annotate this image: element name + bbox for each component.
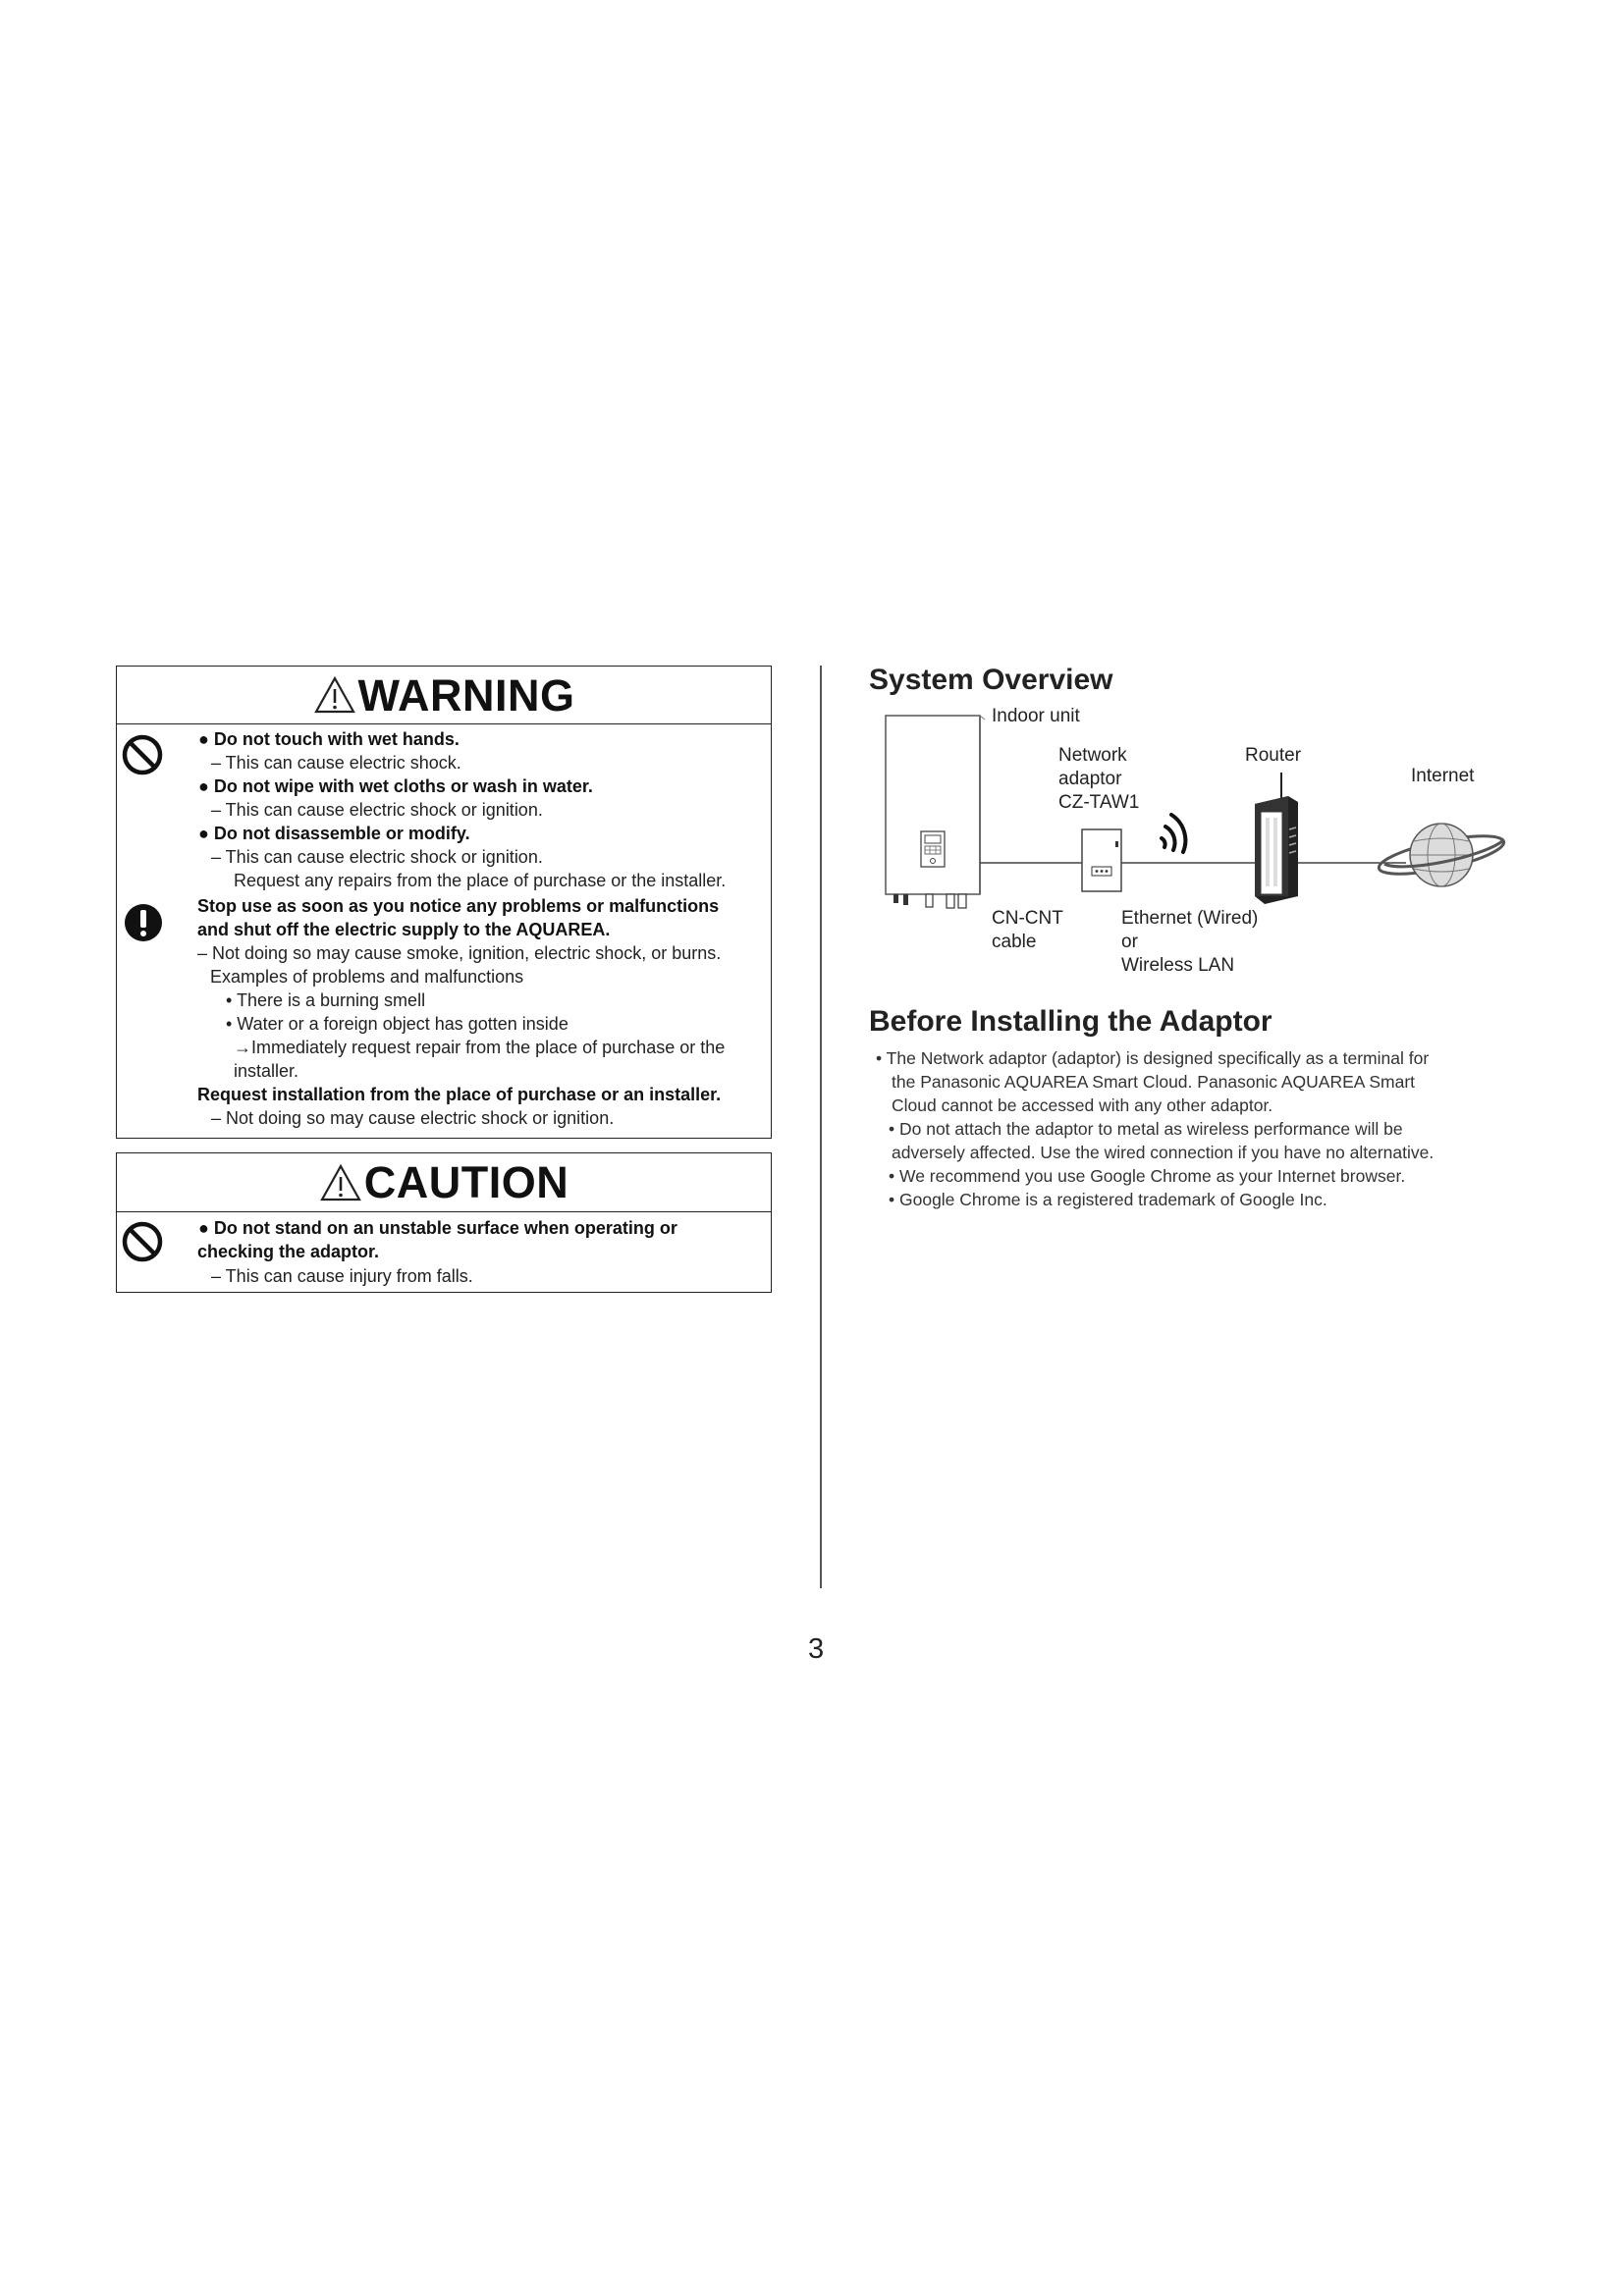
column-divider	[820, 666, 822, 1588]
warning-line-12: • There is a burning smell	[226, 990, 426, 1010]
indoor-unit-label: Indoor unit	[992, 706, 1080, 726]
caution-line-2: checking the adaptor.	[197, 1242, 380, 1261]
mandatory-action-icon	[124, 903, 163, 942]
before-line-2: the Panasonic AQUAREA Smart Cloud. Panasonic AQUAREA Smart	[892, 1072, 1416, 1092]
before-line-3: Cloud cannot be accessed with any other adaptor.	[892, 1095, 1273, 1115]
before-line-6: • We recommend you use Google Chrome as your Internet browser.	[889, 1166, 1406, 1186]
warning-line-17: – Not doing so may cause electric shock or ignition.	[211, 1108, 615, 1128]
prohibited-icon	[121, 1220, 164, 1263]
router-label: Router	[1245, 745, 1302, 766]
warning-box	[116, 666, 772, 1139]
warning-line-16: Request installation from the place of purchase or an installer.	[197, 1085, 722, 1104]
warning-line-8: Stop use as soon as you notice any problems or malfunctions	[197, 896, 720, 916]
warning-line-14: →Immediately request repair from the place of purchase or the	[234, 1038, 726, 1057]
warning-line-13: • Water or a foreign object has gotten inside	[226, 1014, 568, 1034]
cn-cnt-label: CN-CNT	[992, 908, 1063, 929]
warning-line-15: installer.	[234, 1061, 299, 1081]
model-label: CZ-TAW1	[1058, 792, 1140, 813]
ethernet-label: Ethernet (Wired)	[1121, 908, 1259, 929]
warning-title: WARNING	[357, 669, 575, 721]
warning-line-4: – This can cause electric shock or ignition.	[211, 800, 543, 820]
wireless-lan-label: Wireless LAN	[1121, 955, 1235, 976]
warning-line-11: Examples of problems and malfunctions	[210, 967, 524, 987]
before-line-5: adversely affected. Use the wired connection if you have no alternative.	[892, 1143, 1435, 1162]
warning-line-2: – This can cause electric shock.	[211, 753, 461, 773]
caution-title: CAUTION	[363, 1157, 569, 1207]
system-overview-heading: System Overview	[869, 664, 1113, 696]
before-line-7: • Google Chrome is a registered trademark of Google Inc.	[889, 1190, 1327, 1209]
network-label: Network	[1058, 745, 1127, 766]
before-line-1: • The Network adaptor (adaptor) is designed specifically as a terminal for	[876, 1048, 1430, 1068]
cable-label: cable	[992, 932, 1037, 952]
warning-line-3: ● Do not wipe with wet cloths or wash in water.	[198, 776, 593, 796]
warning-triangle-icon	[313, 675, 356, 715]
prohibited-icon	[121, 733, 164, 776]
adaptor-label: adaptor	[1058, 769, 1122, 789]
caution-line-3: – This can cause injury from falls.	[211, 1266, 473, 1286]
warning-line-9: and shut off the electric supply to the AQUAREA.	[197, 920, 611, 939]
warning-header	[117, 667, 771, 724]
before-installing-heading: Before Installing the Adaptor	[869, 1005, 1272, 1038]
caution-header	[117, 1153, 771, 1212]
wireless-signal-icon	[1162, 815, 1185, 852]
caution-line-1: ● Do not stand on an unstable surface when operating or	[198, 1218, 677, 1238]
before-line-4: • Do not attach the adaptor to metal as wireless performance will be	[889, 1119, 1403, 1139]
network-adaptor-icon	[1082, 829, 1121, 891]
indoor-unit-icon	[886, 716, 985, 908]
or-label: or	[1121, 932, 1138, 952]
caution-triangle-icon	[319, 1163, 362, 1202]
caution-box	[116, 1152, 772, 1293]
page-number: 3	[808, 1633, 825, 1665]
internet-globe-icon	[1377, 824, 1507, 886]
warning-line-1: ● Do not touch with wet hands.	[198, 729, 460, 749]
warning-line-10: – Not doing so may cause smoke, ignition, electric shock, or burns.	[197, 943, 722, 963]
warning-line-6: – This can cause electric shock or ignition.	[211, 847, 543, 867]
internet-label: Internet	[1411, 766, 1475, 786]
router-icon	[1255, 773, 1298, 904]
warning-line-5: ● Do not disassemble or modify.	[198, 824, 470, 843]
warning-line-7: Request any repairs from the place of purchase or the installer.	[234, 871, 727, 890]
